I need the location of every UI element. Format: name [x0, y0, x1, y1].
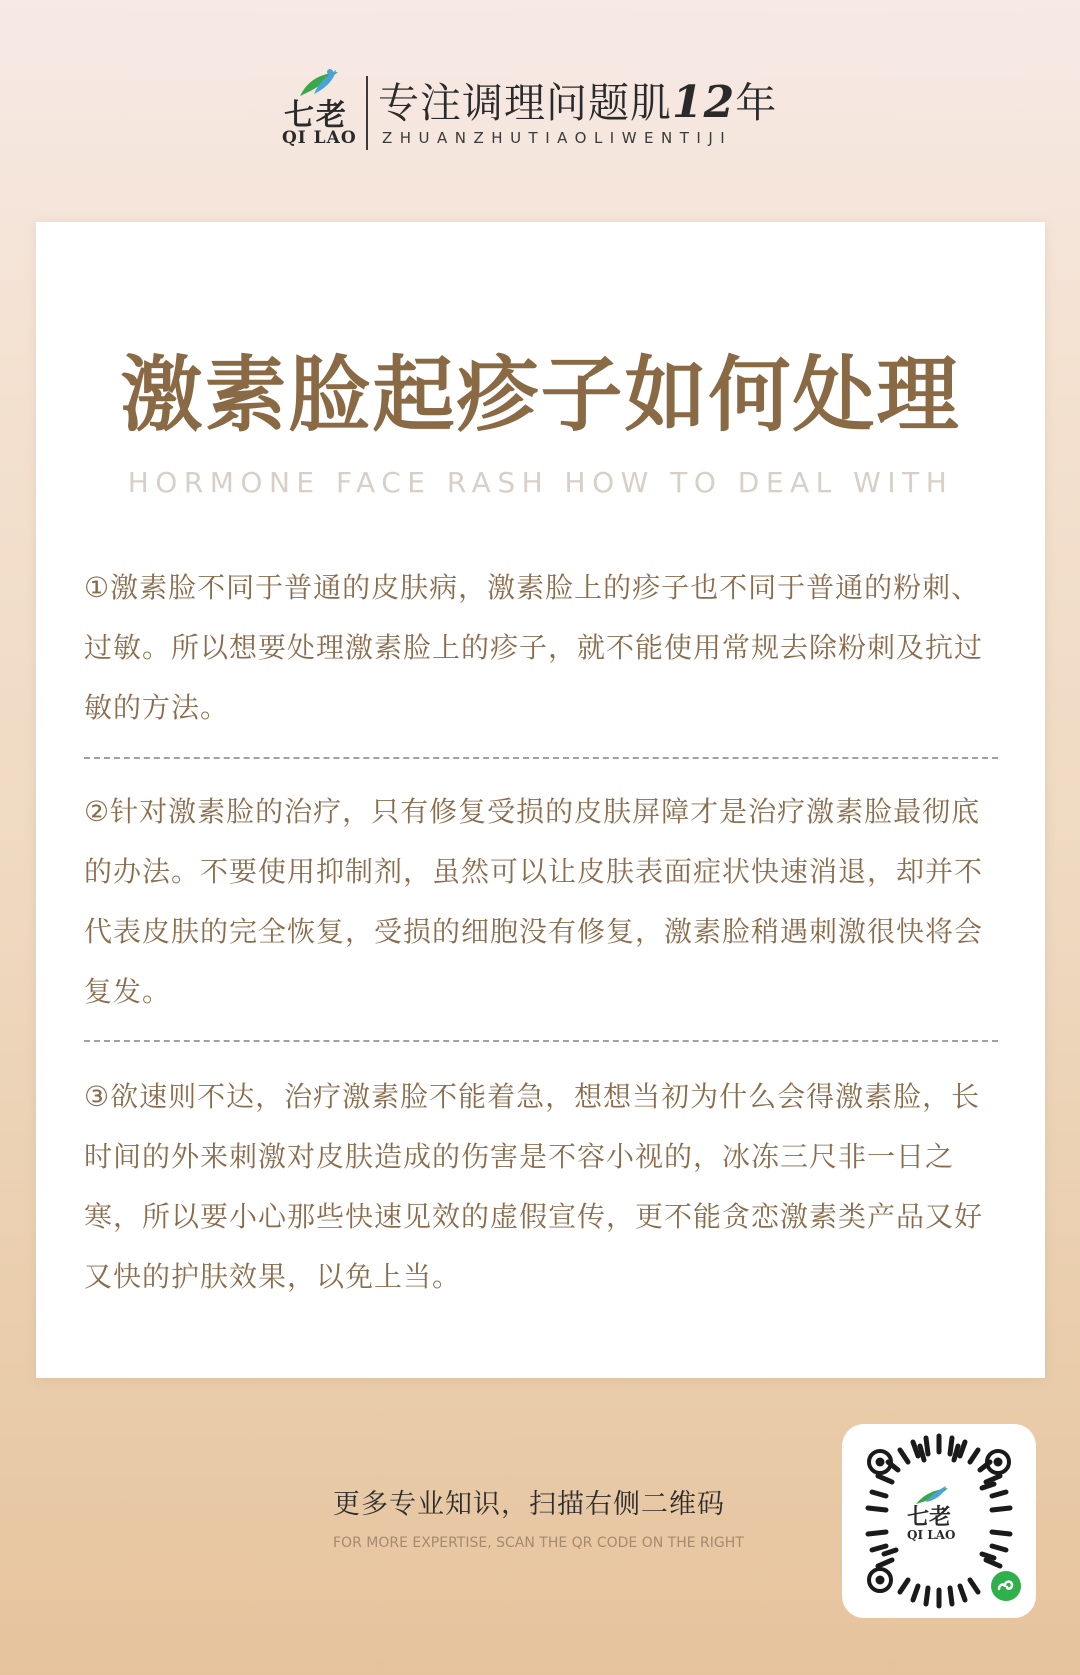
header-divider [366, 76, 368, 150]
qr-logo-text-cn: 七老 [907, 1504, 952, 1530]
slogan [378, 70, 777, 129]
paragraph-3: ③欲速则不达，治疗激素脸不能着急，想想当初为什么会得激素脸，长时间的外来刺激对皮肤造成的伤害是不容小视的，冰冻三尺非一日之寒，所以要小心那些快速见效的虚假宣传，更不能贪恋激素类产品又好又快的护肤效果，以免上当。 [84, 1080, 984, 1293]
qr-code[interactable] [842, 1424, 1036, 1618]
header [278, 66, 808, 156]
content-card [36, 222, 1045, 1378]
paragraph-1: ①激素脸不同于普通的皮肤病，激素脸上的疹子也不同于普通的粉刺、过敏。所以想要处理激素脸上的疹子，就不能使用常规去除粉刺及抗过敏的方法。 [84, 571, 984, 724]
logo-text-en: QI LAO [282, 128, 357, 148]
page-subtitle: HORMONE FACE RASH HOW TO DEAL WITH [127, 466, 954, 499]
dashed-divider [84, 1040, 998, 1042]
slogan-suffix: 年 [735, 79, 778, 127]
page-title: 激素脸起疹子如何处理 [120, 348, 961, 443]
paragraph-2: ②针对激素脸的治疗，只有修复受损的皮肤屏障才是治疗激素脸最彻底的办法。不要使用抑制剂，虽然可以让皮肤表面症状快速消退，却并不代表皮肤的完全恢复，受损的细胞没有修复，激素脸稍遇刺激很快将会复发。 [84, 795, 984, 1008]
footer-cta-cn: 更多专业知识，扫描右侧二维码 [333, 1489, 725, 1520]
mini-program-icon [990, 1570, 1022, 1602]
logo-text-cn: 七老 [284, 98, 348, 133]
dashed-divider [84, 757, 998, 759]
footer-cta-en: FOR MORE EXPERTISE, SCAN THE QR CODE ON THE RIGHT [333, 1535, 744, 1551]
slogan-years: 12 [672, 77, 736, 128]
brand-logo [278, 66, 360, 156]
slogan-pinyin: ZHUANZHUTIAOLIWENTIJI [382, 129, 733, 147]
qr-logo-text-en: QI LAO [907, 1528, 956, 1542]
slogan-text: 专注调理问题肌 [378, 79, 672, 127]
